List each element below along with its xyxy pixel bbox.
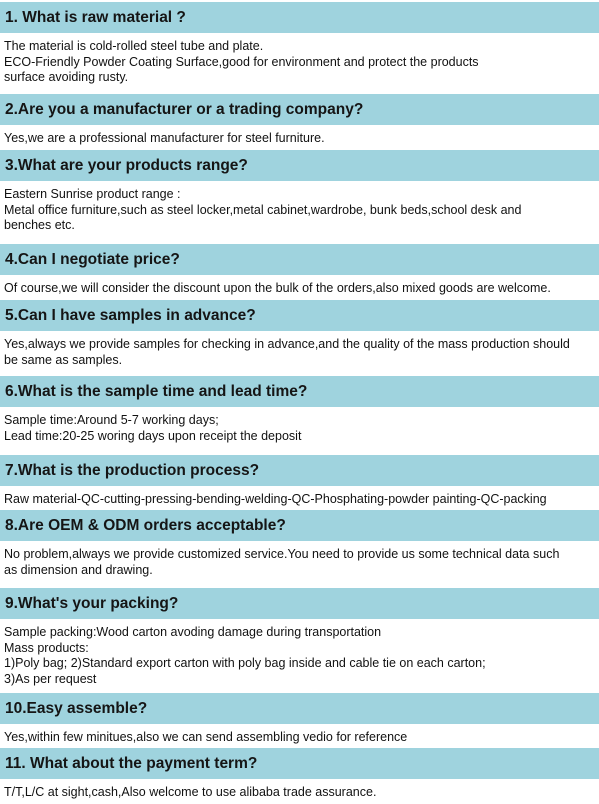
faq-answer (0, 619, 599, 687)
faq-item-negotiate-price (0, 244, 599, 297)
faq-answer (0, 275, 599, 297)
faq-item-products-range (0, 150, 599, 234)
answer-line: Yes,within few minitues,also we can send assembling vedio for reference (4, 730, 408, 744)
faq-answer (0, 779, 599, 801)
faq-question: 7.What is the production process? (0, 455, 599, 486)
answer-line: as dimension and drawing. (4, 562, 153, 577)
answer-line: Sample time:Around 5-7 working days; (4, 413, 219, 427)
answer-line: Yes,always we provide samples for checking in advance,and the quality of the mass production should (4, 337, 570, 351)
answer-line: benches etc. (4, 218, 75, 232)
answer-line: Raw material-QC-cutting-pressing-bending-welding-QC-Phosphating-powder painting-QC-packing (4, 492, 547, 506)
faq-answer (0, 541, 599, 578)
faq-item-payment-term (0, 748, 599, 801)
faq-question: 5.Can I have samples in advance? (0, 300, 599, 331)
faq-question: 8.Are OEM & ODM orders acceptable? (0, 510, 599, 541)
faq-answer (0, 407, 599, 444)
answer-line: 1)Poly bag; 2)Standard export carton with poly bag inside and cable tie on each carton; (4, 656, 486, 670)
answer-line: No problem,always we provide customized service.You need to provide us some technical data such (4, 547, 560, 561)
faq-item-packing (0, 588, 599, 687)
answer-line: Eastern Sunrise product range : (4, 187, 181, 201)
answer-line: be same as samples. (4, 352, 123, 367)
answer-line: Sample packing:Wood carton avoding damage during transportation (4, 625, 382, 639)
answer-line: Metal office furniture,such as steel locker,metal cabinet,wardrobe, bunk beds,school desk and (4, 202, 522, 217)
faq-item-lead-time (0, 376, 599, 444)
answer-line: 3)As per request (4, 671, 97, 686)
faq-item-production-process (0, 455, 599, 508)
answer-line: T/T,L/C at sight,cash,Also welcome to use alibaba trade assurance. (4, 785, 377, 799)
faq-question: 10.Easy assemble? (0, 693, 599, 724)
answer-line: Of course,we will consider the discount upon the bulk of the orders,also mixed goods are welcome. (4, 281, 551, 295)
faq-answer (0, 486, 599, 508)
faq-answer (0, 33, 599, 86)
faq-answer (0, 181, 599, 234)
answer-line: Mass products: (4, 640, 89, 655)
faq-question: 3.What are your products range? (0, 150, 599, 181)
faq-item-raw-material (0, 2, 599, 86)
faq-answer (0, 331, 599, 368)
faq-question: 9.What's your packing? (0, 588, 599, 619)
faq-question: 6.What is the sample time and lead time? (0, 376, 599, 407)
answer-line: Yes,we are a professional manufacturer for steel furniture. (4, 131, 325, 145)
faq-item-easy-assemble (0, 693, 599, 746)
faq-item-oem-odm (0, 510, 599, 578)
faq-answer (0, 724, 599, 746)
answer-line: Lead time:20-25 woring days upon receipt the deposit (4, 428, 302, 443)
answer-line: ECO-Friendly Powder Coating Surface,good for environment and protect the products (4, 54, 479, 69)
faq-question: 1. What is raw material ? (0, 2, 599, 33)
faq-question: 11. What about the payment term? (0, 748, 599, 779)
faq-question: 2.Are you a manufacturer or a trading company? (0, 94, 599, 125)
faq-item-manufacturer (0, 94, 599, 147)
faq-answer (0, 125, 599, 147)
answer-line: surface avoiding rusty. (4, 70, 129, 84)
faq-item-samples (0, 300, 599, 368)
answer-line: The material is cold-rolled steel tube and plate. (4, 39, 264, 53)
faq-question: 4.Can I negotiate price? (0, 244, 599, 275)
